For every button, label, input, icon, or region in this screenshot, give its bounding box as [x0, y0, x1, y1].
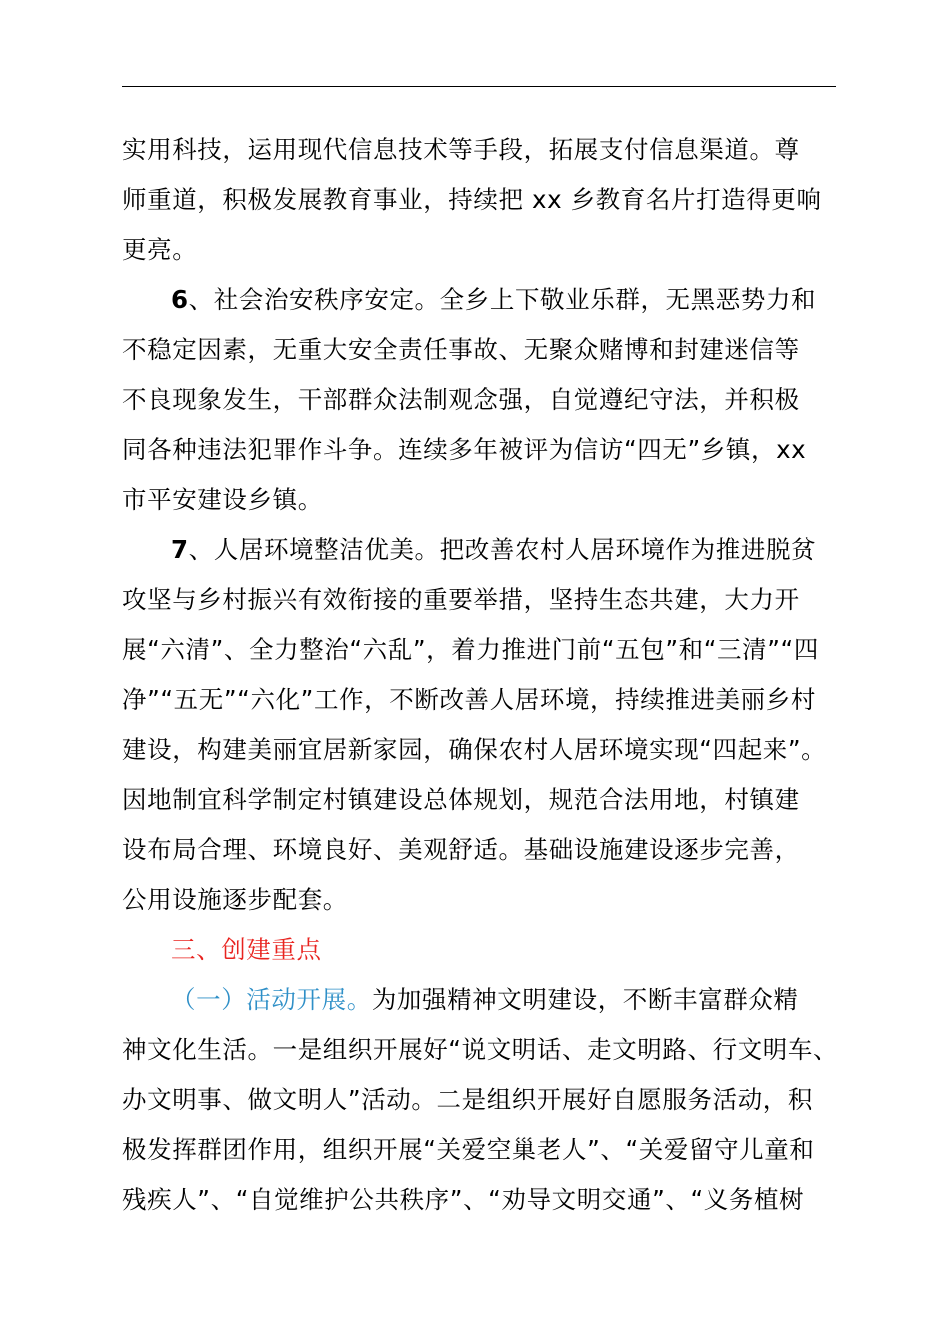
text-line: 不良现象发生，干部群众法制观念强，自觉遵纪守法，并积极 — [122, 385, 800, 414]
text-line: 公用设施逐步配套。 — [122, 885, 348, 914]
text-span: 、社会治安秩序安定。全乡上下敬业乐群，无黑恶势力和 — [188, 285, 817, 314]
text-span: 为加强精神文明建设，不断丰富群众精 — [371, 985, 799, 1014]
subsection-heading: （一）活动开展。 — [171, 985, 372, 1014]
text-line: 设布局合理、环境良好、美观舒适。基础设施建设逐步完善， — [122, 835, 800, 864]
text-line: 市平安建设乡镇。 — [122, 485, 323, 514]
text-line: 极发挥群团作用，组织开展“关爱空巢老人”、“关爱留守儿童和 — [122, 1135, 815, 1164]
text-line: 更亮。 — [122, 235, 198, 264]
text-line: 不稳定因素，无重大安全责任事故、无聚众赌博和封建迷信等 — [122, 335, 800, 364]
text-line: 展“六清”、全力整治“六乱”，着力推进门前“五包”和“三清”“四 — [122, 635, 819, 664]
subsection-line — [122, 975, 838, 1025]
item-7-line — [122, 525, 838, 575]
body-text — [122, 125, 838, 1225]
text-line: 师重道，积极发展教育事业，持续把 xx 乡教育名片打造得更响 — [122, 185, 822, 214]
text-line: 神文化生活。一是组织开展好“说文明话、走文明路、行文明车、 — [122, 1035, 839, 1064]
item-number: 7 — [171, 535, 189, 564]
text-line: 因地制宜科学制定村镇建设总体规划，规范合法用地，村镇建 — [122, 785, 800, 814]
item-6-line — [122, 275, 838, 325]
item-number: 6 — [171, 285, 189, 314]
text-line: 攻坚与乡村振兴有效衔接的重要举措，坚持生态共建，大力开 — [122, 585, 800, 614]
text-line: 建设，构建美丽宜居新家园，确保农村人居环境实现“四起来”。 — [122, 735, 827, 764]
text-line: 办文明事、做文明人”活动。二是组织开展好自愿服务活动，积 — [122, 1085, 813, 1114]
text-line: 同各种违法犯罪作斗争。连续多年被评为信访“四无”乡镇，xx — [122, 435, 807, 464]
text-line: 实用科技，运用现代信息技术等手段，拓展支付信息渠道。尊 — [122, 135, 800, 164]
text-span: 、人居环境整洁优美。把改善农村人居环境作为推进脱贫 — [188, 535, 817, 564]
text-line: 残疾人”、“自觉维护公共秩序”、“劝导文明交通”、“义务植树 — [122, 1185, 805, 1214]
header-rule — [122, 86, 836, 87]
text-line: 净”“五无”“六化”工作，不断改善人居环境，持续推进美丽乡村 — [122, 685, 816, 714]
section-heading: 三、创建重点 — [171, 935, 322, 964]
